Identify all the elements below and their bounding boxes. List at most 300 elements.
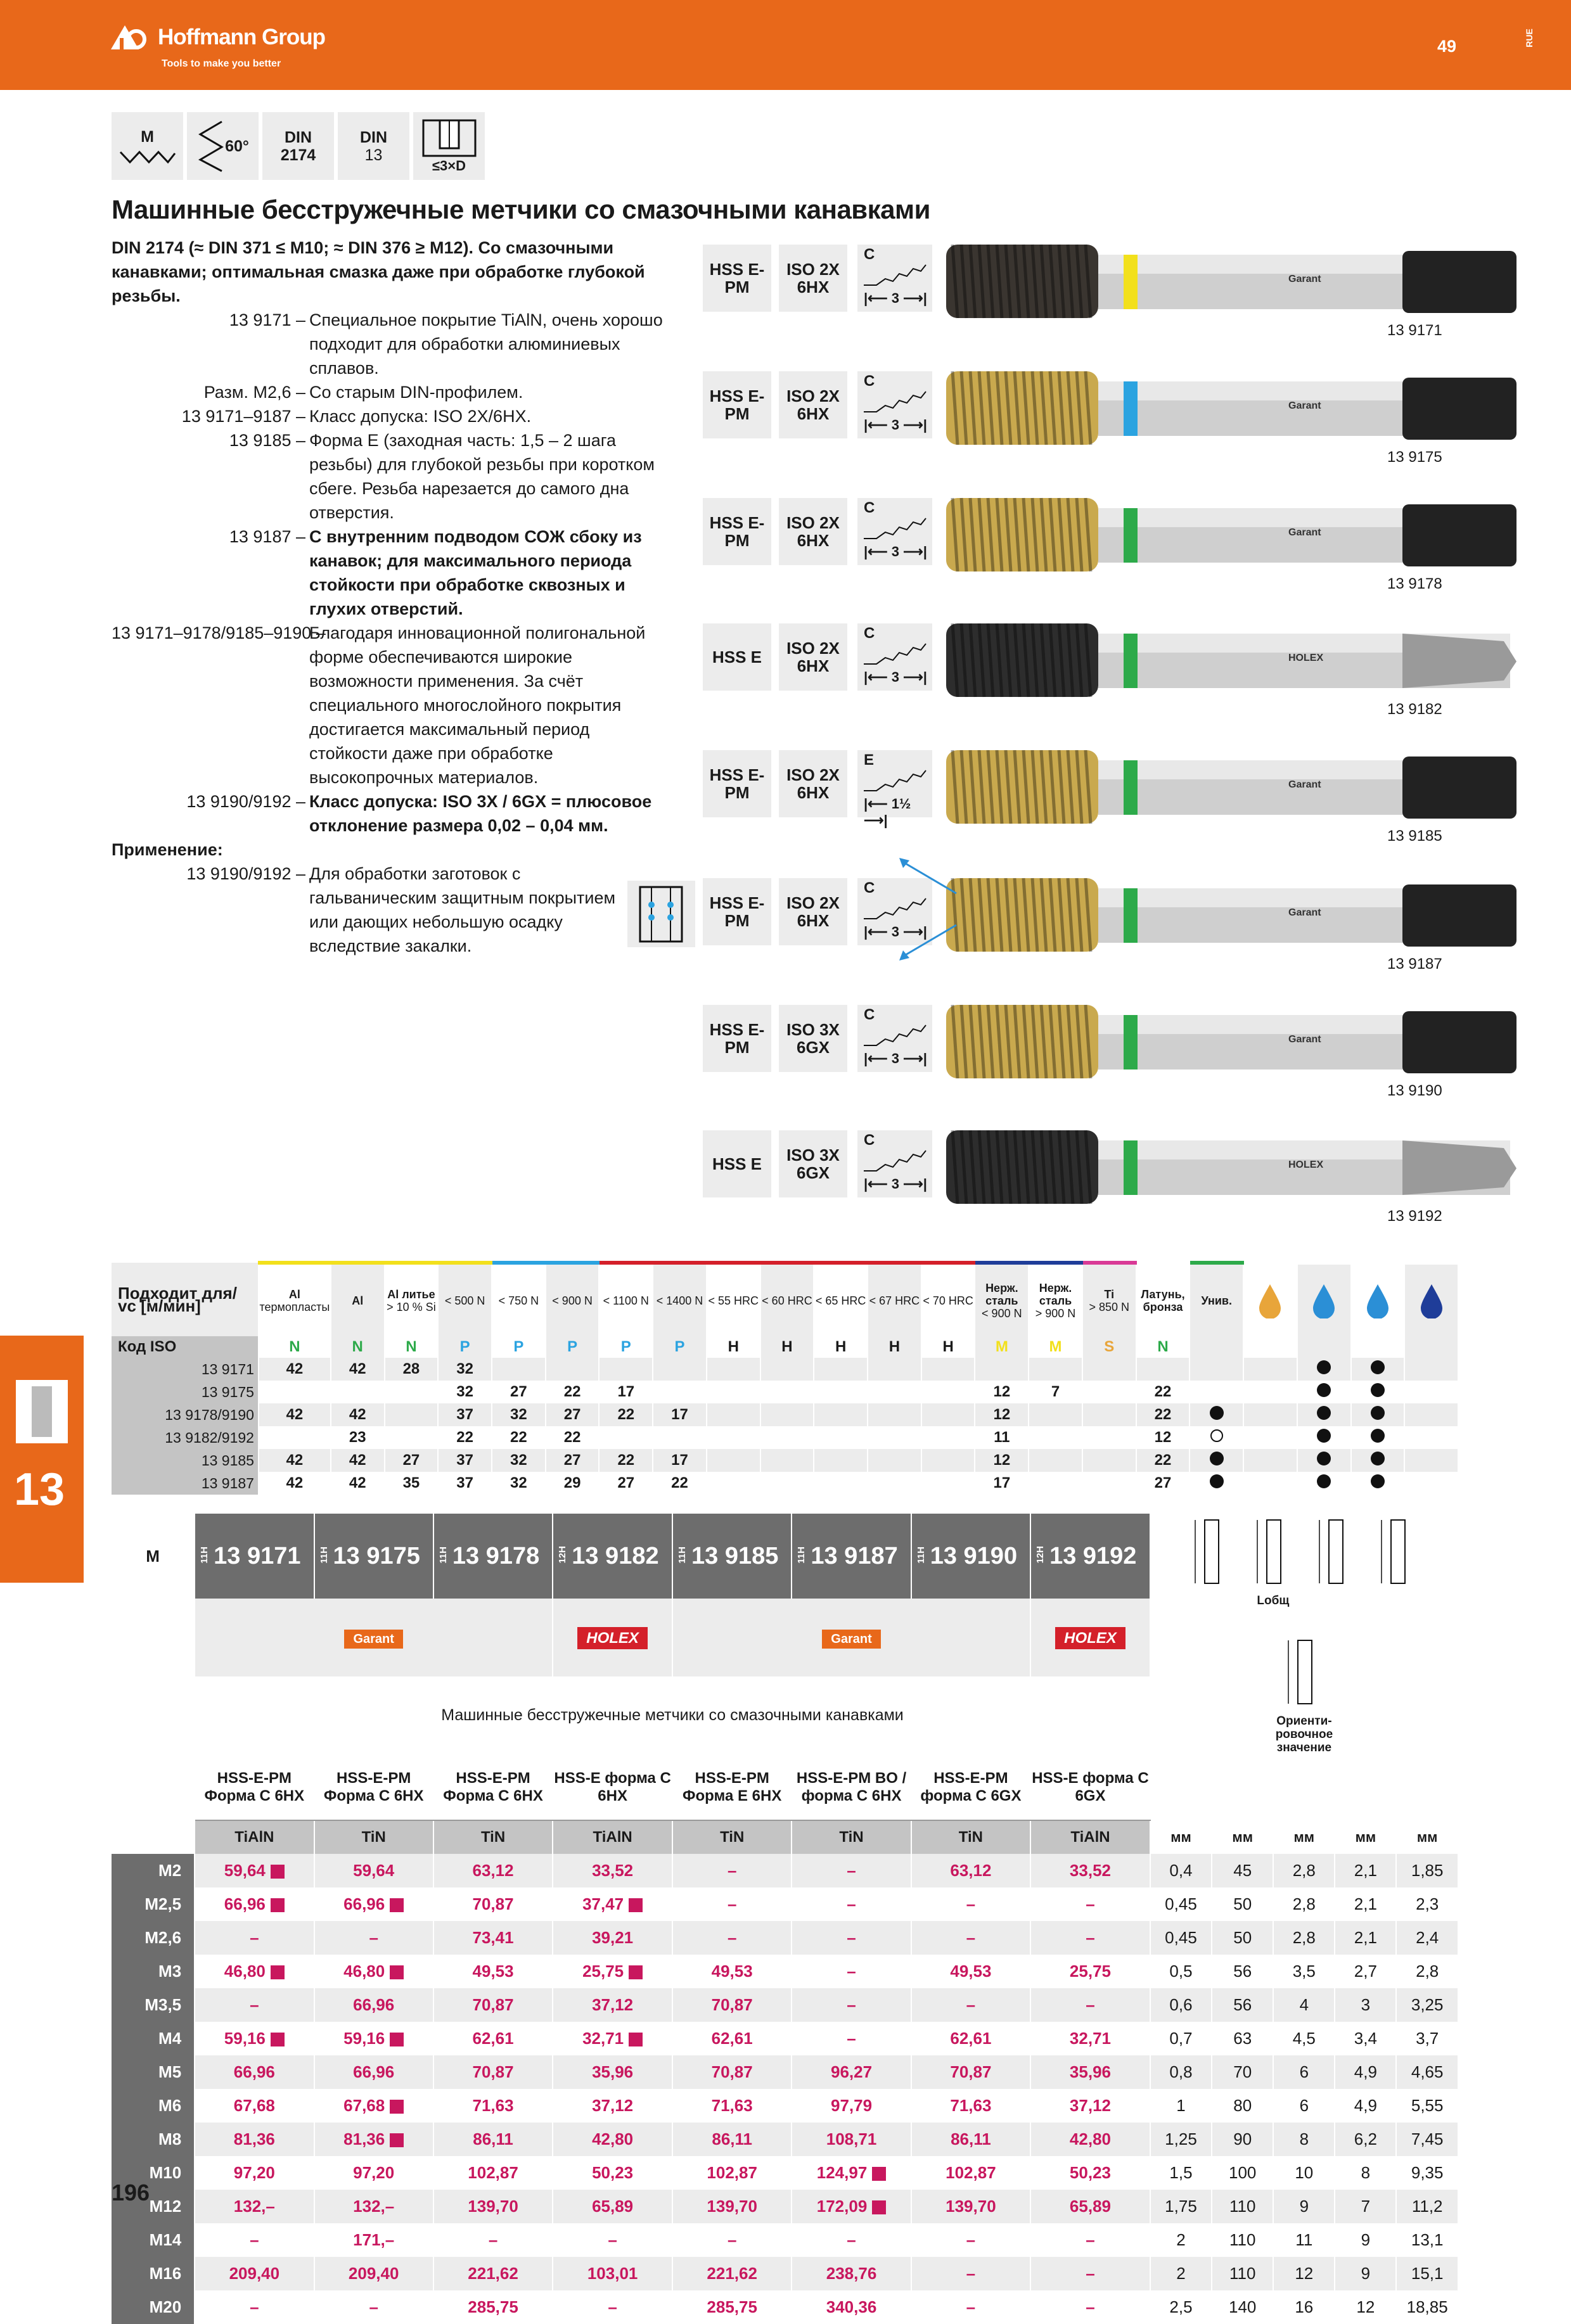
suit-value <box>921 1472 975 1495</box>
suit-value: 37 <box>438 1449 492 1472</box>
suit-value <box>814 1381 868 1403</box>
chamfer-form-box <box>857 1130 932 1197</box>
desc-label: 13 9171–9178/9185–9190 – <box>112 623 326 642</box>
price-value: 62,61 <box>472 2029 514 2048</box>
product-code: 13 9178 <box>1387 575 1442 592</box>
column-head-sub: термопласты <box>259 1300 330 1313</box>
material-column-head <box>385 1263 439 1336</box>
spacer <box>1335 1754 1396 1820</box>
iso-code-row <box>112 1336 1458 1358</box>
suit-header-row <box>112 1263 1458 1336</box>
price-value: 71,63 <box>950 2096 992 2115</box>
price-cell <box>672 2055 792 2089</box>
material-column-head <box>1243 1263 1297 1336</box>
price-value: – <box>966 2230 976 2249</box>
price-cell <box>1030 1955 1150 1988</box>
suit-value: 27 <box>492 1381 546 1403</box>
price-value: 97,20 <box>233 2163 275 2182</box>
suit-row <box>112 1472 1458 1495</box>
suit-row-code: 13 9185 <box>112 1449 259 1472</box>
desc-text: Класс допуска: ISO 2X/6HX. <box>309 407 532 426</box>
price-cell <box>1030 2055 1150 2089</box>
chamfer-form-box <box>857 245 932 312</box>
suit-value: 17 <box>975 1472 1029 1495</box>
suit-row <box>112 1358 1458 1381</box>
price-row <box>112 1854 1458 1887</box>
chamfer-form-label: C <box>864 499 875 516</box>
suit-value <box>1189 1426 1243 1449</box>
suit-value <box>1351 1426 1405 1449</box>
dim-drawing-cell <box>1304 1514 1366 1634</box>
price-row <box>112 2257 1458 2290</box>
tool-type-cell: HSS-E-PM Форма C 6HX <box>195 1754 314 1820</box>
dimension-cell: 9,35 <box>1396 2156 1458 2190</box>
price-value: 37,47 <box>582 1894 624 1913</box>
iso-code-cell: P <box>599 1336 653 1358</box>
price-value: 42,80 <box>1069 2129 1111 2148</box>
iso-code-cell: H <box>760 1336 814 1358</box>
price-cell <box>195 1854 314 1887</box>
price-value: 124,97 <box>816 2163 868 2182</box>
suit-value: 42 <box>259 1358 331 1381</box>
material-box: HSS E-PM <box>703 878 771 945</box>
tolerance-box: ISO 2X 6HX <box>779 245 847 312</box>
brand-cell <box>1030 1599 1150 1676</box>
tool-type-cell: HSS-E-PM BO / форма C 6HX <box>792 1754 911 1820</box>
suit-value <box>1351 1358 1405 1381</box>
suit-value: 22 <box>438 1426 492 1449</box>
dim-unit-cell: мм <box>1335 1820 1396 1854</box>
column-head-sub: > 900 N <box>1035 1306 1076 1320</box>
price-value: 108,71 <box>826 2129 877 2148</box>
price-value: 59,16 <box>224 2029 266 2048</box>
suit-header-title: Подходит для/ vc [м/мин] <box>112 1263 259 1336</box>
dimension-cell: 12 <box>1273 2257 1335 2290</box>
suit-value: 42 <box>259 1449 331 1472</box>
suit-value: 12 <box>975 1403 1029 1426</box>
suit-value: 12 <box>1136 1426 1190 1449</box>
suit-value <box>1297 1381 1351 1403</box>
chamfer-length-label: |⟵ 3 ⟶| <box>864 924 927 940</box>
desc-text: С внутренним подводом СОЖ сбоку из канавок; для максимального периода стойкости при обработке сквозных и глухих отверстий. <box>309 527 642 618</box>
price-cell <box>672 2190 792 2223</box>
material-column-head <box>331 1263 385 1336</box>
price-cell <box>314 2089 433 2123</box>
price-cell <box>314 2190 433 2223</box>
price-row <box>112 2190 1458 2223</box>
desc-row <box>112 404 669 428</box>
tolerance-box: ISO 2X 6HX <box>779 371 847 438</box>
material-box: HSS E-PM <box>703 750 771 817</box>
price-value: 70,87 <box>472 1894 514 1913</box>
price-value: 49,53 <box>472 1962 514 1981</box>
dimension-cell: 2,1 <box>1335 1854 1396 1887</box>
iso-code-cell: P <box>438 1336 492 1358</box>
suit-value: 22 <box>1136 1449 1190 1472</box>
price-value: 39,21 <box>592 1928 634 1947</box>
suitable-dot-icon <box>1317 1452 1331 1465</box>
dim-unit-cell: мм <box>1150 1820 1212 1854</box>
symbol-din2174 <box>262 112 334 180</box>
coolant-type-icon <box>1254 1280 1286 1318</box>
symbol-label: 2174 <box>280 146 316 164</box>
spacer <box>1212 1754 1273 1820</box>
price-value: 103,01 <box>587 2264 638 2283</box>
price-cell <box>672 2022 792 2055</box>
price-cell <box>195 2123 314 2156</box>
suit-value <box>868 1381 921 1403</box>
page-number: 196 <box>112 2180 150 2206</box>
suit-value: 22 <box>546 1381 600 1403</box>
price-cell <box>195 1921 314 1955</box>
price-value: 25,75 <box>1069 1962 1111 1981</box>
article-prefix: 12H <box>557 1546 568 1564</box>
price-cell <box>553 2290 672 2324</box>
column-head-sub: < 55 HRC <box>708 1294 759 1307</box>
dimension-cell: 56 <box>1212 1955 1273 1988</box>
stock-marker-icon <box>271 1965 285 1979</box>
coating-cell: TiN <box>433 1820 553 1854</box>
price-cell <box>792 2022 911 2055</box>
desc-row <box>112 525 669 621</box>
dimension-cell: 2,5 <box>1150 2290 1212 2324</box>
price-cell <box>1030 2022 1150 2055</box>
price-cell <box>1030 2257 1150 2290</box>
price-cell <box>433 2290 553 2324</box>
price-cell <box>314 1921 433 1955</box>
iso-code-cell <box>1189 1336 1243 1358</box>
price-value: 70,87 <box>711 2062 753 2081</box>
product-code: 13 9182 <box>1387 701 1442 718</box>
price-value: 66,96 <box>233 2062 275 2081</box>
suit-value <box>1082 1449 1136 1472</box>
suitable-dot-icon <box>1371 1474 1385 1488</box>
price-value: 96,27 <box>831 2062 873 2081</box>
chamfer-form-box <box>857 498 932 565</box>
tool-type-cell: HSS-E форма C 6GX <box>1030 1754 1150 1820</box>
price-value: – <box>1086 1995 1095 2014</box>
price-cell <box>314 2123 433 2156</box>
price-cell <box>195 2089 314 2123</box>
dimension-cell: 2 <box>1150 2257 1212 2290</box>
price-cell <box>433 1988 553 2022</box>
suit-value <box>921 1426 975 1449</box>
price-value: 221,62 <box>707 2264 757 2283</box>
price-row <box>112 1921 1458 1955</box>
dimension-cell: 110 <box>1212 2257 1273 2290</box>
price-value: – <box>250 2230 259 2249</box>
price-value: 32,71 <box>582 2029 624 2048</box>
price-value: 86,11 <box>712 2129 752 2148</box>
price-cell <box>195 2156 314 2190</box>
dimension-cell: 3 <box>1335 1988 1396 2022</box>
price-cell <box>672 1887 792 1921</box>
suit-value <box>1082 1426 1136 1449</box>
coating-cell: TiN <box>672 1820 792 1854</box>
spacer <box>1273 1754 1335 1820</box>
suit-value <box>599 1358 653 1381</box>
price-cell <box>433 2089 553 2123</box>
material-box: HSS E <box>703 623 771 691</box>
product-row <box>703 874 1463 976</box>
material-column-head <box>259 1263 331 1336</box>
suitable-dot-icon <box>1317 1429 1331 1443</box>
dimension-cell: 15,1 <box>1396 2257 1458 2290</box>
price-cell <box>314 2257 433 2290</box>
brand-name: Hoffmann Group <box>158 25 326 49</box>
price-cell <box>553 2055 672 2089</box>
column-head-label: Al <box>352 1294 364 1307</box>
price-cell <box>314 2156 433 2190</box>
suitable-dot-icon <box>1317 1360 1331 1374</box>
dim-drawing-cell <box>1180 1514 1242 1634</box>
tolerance-box: ISO 2X 6HX <box>779 498 847 565</box>
suit-value: 22 <box>653 1472 707 1495</box>
suit-value: 29 <box>546 1472 600 1495</box>
dimension-cell: 13,1 <box>1396 2223 1458 2257</box>
material-box: HSS E-PM <box>703 371 771 438</box>
price-cell <box>433 1921 553 1955</box>
iso-code-cell <box>1297 1336 1351 1358</box>
price-value: – <box>250 2297 259 2316</box>
dimension-cell: 8 <box>1335 2156 1396 2190</box>
brand-logo-label: HOLEX <box>577 1627 648 1649</box>
price-value: 50,23 <box>592 2163 634 2182</box>
price-cell <box>911 2156 1030 2190</box>
intro-text: DIN 2174 (≈ DIN 371 ≤ M10; ≈ DIN 376 ≥ M12). Со смазочными канавками; оптимальная смазка даже при обработке глубокой резьбы. <box>112 238 645 305</box>
price-cell <box>195 2223 314 2257</box>
material-column-head <box>1189 1263 1243 1336</box>
suit-value <box>1189 1449 1243 1472</box>
suit-value: 23 <box>331 1426 385 1449</box>
price-cell <box>672 2156 792 2190</box>
price-cell <box>911 1854 1030 1887</box>
chamfer-length-label: |⟵ 3 ⟶| <box>864 290 927 306</box>
price-value: – <box>847 1995 856 2014</box>
price-cell <box>553 1921 672 1955</box>
suit-value <box>707 1426 760 1449</box>
thread-size: M6 <box>112 2089 195 2123</box>
suit-value: 32 <box>492 1472 546 1495</box>
price-cell <box>195 2022 314 2055</box>
suit-value: 17 <box>653 1449 707 1472</box>
price-cell <box>672 2290 792 2324</box>
dimension-cell: 1,5 <box>1150 2156 1212 2190</box>
product-code: 13 9185 <box>1387 827 1442 845</box>
chamfer-form-box <box>857 750 932 828</box>
material-column-head <box>653 1263 707 1336</box>
symbol-label: DIN <box>284 128 312 146</box>
suit-value: 17 <box>653 1403 707 1426</box>
price-cell <box>1030 2156 1150 2190</box>
tap-brand-label: Garant <box>1288 907 1321 918</box>
symbol-metric-thread <box>112 112 183 180</box>
dimension-cell: 2,1 <box>1335 1887 1396 1921</box>
iso-code-cell: H <box>814 1336 868 1358</box>
symbol-depth <box>413 112 485 180</box>
suitable-dot-icon <box>1317 1474 1331 1488</box>
dimension-cell: 3,7 <box>1396 2022 1458 2055</box>
stock-marker-icon <box>629 1965 643 1979</box>
dimension-cell: 11 <box>1273 2223 1335 2257</box>
column-head-sub: < 1100 N <box>603 1294 649 1307</box>
dimension-sketch-icon <box>1183 1514 1240 1590</box>
thread-size: M12 <box>112 2190 195 2223</box>
suit-value: 27 <box>385 1449 439 1472</box>
price-cell <box>553 1955 672 1988</box>
tap-brand-label: Garant <box>1288 274 1321 284</box>
tolerance-box: ISO 2X 6HX <box>779 623 847 691</box>
dimension-cell: 110 <box>1212 2223 1273 2257</box>
article-code: 13 9192 <box>1049 1542 1137 1569</box>
price-value: 102,87 <box>468 2163 518 2182</box>
price-value: 63,12 <box>950 1861 992 1880</box>
suitable-dot-icon <box>1210 1452 1224 1465</box>
column-head-sub: < 67 HRC <box>869 1294 920 1307</box>
price-value: – <box>1086 2230 1095 2249</box>
iso-code-cell: S <box>1082 1336 1136 1358</box>
dimension-cell: 63 <box>1212 2022 1273 2055</box>
material-column-head <box>599 1263 653 1336</box>
tool-type-cell: HSS-E-PM Форма C 6HX <box>314 1754 433 1820</box>
chamfer-form-label: C <box>864 373 875 390</box>
price-cell <box>553 2257 672 2290</box>
price-row <box>112 1988 1458 2022</box>
dimension-cell: 2,8 <box>1273 1921 1335 1955</box>
suit-value <box>760 1381 814 1403</box>
suit-value: 32 <box>438 1381 492 1403</box>
tap-brand-label: HOLEX <box>1288 1159 1324 1170</box>
price-value: – <box>847 1928 856 1947</box>
column-head-sub: < 900 N <box>982 1306 1022 1320</box>
dimension-cell: 50 <box>1212 1921 1273 1955</box>
tolerance-box: ISO 3X 6GX <box>779 1130 847 1197</box>
dimension-cell: 9 <box>1335 2223 1396 2257</box>
price-value: – <box>727 1928 737 1947</box>
price-cell <box>195 1887 314 1921</box>
dimension-cell: 0,6 <box>1150 1988 1212 2022</box>
suit-value <box>1351 1403 1405 1426</box>
material-box: HSS E-PM <box>703 245 771 312</box>
suit-value: 32 <box>438 1358 492 1381</box>
material-column-head <box>760 1263 814 1336</box>
dimension-cell: 10 <box>1273 2156 1335 2190</box>
language-code: RUE <box>1523 29 1534 48</box>
price-value: 42,80 <box>592 2129 634 2148</box>
dimension-cell: 1,75 <box>1150 2190 1212 2223</box>
price-value: – <box>966 2297 976 2316</box>
stock-marker-icon <box>271 1898 285 1912</box>
dim-drawing-label: Ориенти-ровочное значение <box>1275 1714 1333 1754</box>
suit-value <box>921 1358 975 1381</box>
price-cell <box>792 1887 911 1921</box>
price-value: 67,68 <box>343 2096 385 2115</box>
price-row <box>112 1955 1458 1988</box>
suit-value <box>1189 1358 1243 1381</box>
description <box>112 236 669 958</box>
suit-value <box>1297 1472 1351 1495</box>
price-value: 35,96 <box>1069 2062 1111 2081</box>
price-cell <box>792 2290 911 2324</box>
suit-value <box>975 1358 1029 1381</box>
dim-unit-cell: мм <box>1396 1820 1458 1854</box>
suit-value: 35 <box>385 1472 439 1495</box>
tap-image <box>933 241 1529 323</box>
price-value: – <box>966 1995 976 2014</box>
price-value: – <box>847 2230 856 2249</box>
price-cell <box>553 2123 672 2156</box>
chamfer-form-label: C <box>864 625 875 642</box>
dimension-cell: 2,3 <box>1396 1887 1458 1921</box>
price-value: 33,52 <box>1069 1861 1111 1880</box>
chamfer-length-label: |⟵ 3 ⟶| <box>864 669 927 685</box>
price-cell <box>1030 1988 1150 2022</box>
symbol-din13 <box>338 112 409 180</box>
desc-text: Специальное покрытие TiAlN, очень хорошо подходит для обработки алюминиевых сплавов. <box>309 310 663 378</box>
symbol-label: 60° <box>225 137 249 155</box>
thread-size: M5 <box>112 2055 195 2089</box>
brand-logo <box>111 24 325 51</box>
suit-value: 7 <box>1029 1381 1082 1403</box>
price-cell <box>1030 1887 1150 1921</box>
dimension-cell: 0,7 <box>1150 2022 1212 2055</box>
price-cell <box>672 1988 792 2022</box>
suitable-dot-icon <box>1210 1474 1224 1488</box>
column-head-label: Унив. <box>1201 1294 1232 1307</box>
desc-label: 13 9171 – <box>229 310 305 329</box>
coolant-arrows-icon <box>893 849 963 969</box>
tap-brand-label: HOLEX <box>1288 653 1324 663</box>
thread-size: M10 <box>112 2156 195 2190</box>
material-column-head <box>1404 1263 1458 1336</box>
suit-value <box>707 1472 760 1495</box>
desc-label: 13 9171–9187 – <box>181 407 305 426</box>
desc-label: 13 9185 – <box>229 431 305 450</box>
material-column-head <box>868 1263 921 1336</box>
price-value: – <box>847 1861 856 1880</box>
stock-marker-icon <box>390 2033 404 2046</box>
product-row <box>703 241 1463 342</box>
price-cell <box>911 1955 1030 1988</box>
thread-profile-icon <box>119 146 176 165</box>
price-value: 59,64 <box>353 1861 395 1880</box>
price-cell <box>433 2055 553 2089</box>
dimension-drawings <box>1150 1514 1458 1754</box>
article-prefix: 11H <box>796 1546 807 1564</box>
price-cell <box>1030 2290 1150 2324</box>
dimension-cell: 45 <box>1212 1854 1273 1887</box>
iso-code-cell: M <box>975 1336 1029 1358</box>
price-value: – <box>847 2029 856 2048</box>
suit-value: 42 <box>331 1472 385 1495</box>
tap-image <box>933 620 1529 702</box>
dimension-cell: 90 <box>1212 2123 1273 2156</box>
iso-code-cell: N <box>1136 1336 1190 1358</box>
chamfer-length-label: |⟵ 3 ⟶| <box>864 1050 927 1066</box>
suit-value <box>1029 1472 1082 1495</box>
price-value: – <box>966 2264 976 2283</box>
dimension-sketch-icon <box>1245 1514 1302 1590</box>
price-value: 132,– <box>353 2197 395 2216</box>
suit-value: 42 <box>331 1403 385 1426</box>
product-row <box>703 367 1463 469</box>
material-column-head <box>546 1263 600 1336</box>
price-cell <box>433 1887 553 1921</box>
price-value: – <box>250 1928 259 1947</box>
coating-cell: TiAlN <box>195 1820 314 1854</box>
price-value: 49,53 <box>711 1962 753 1981</box>
suit-value: 22 <box>1136 1381 1190 1403</box>
